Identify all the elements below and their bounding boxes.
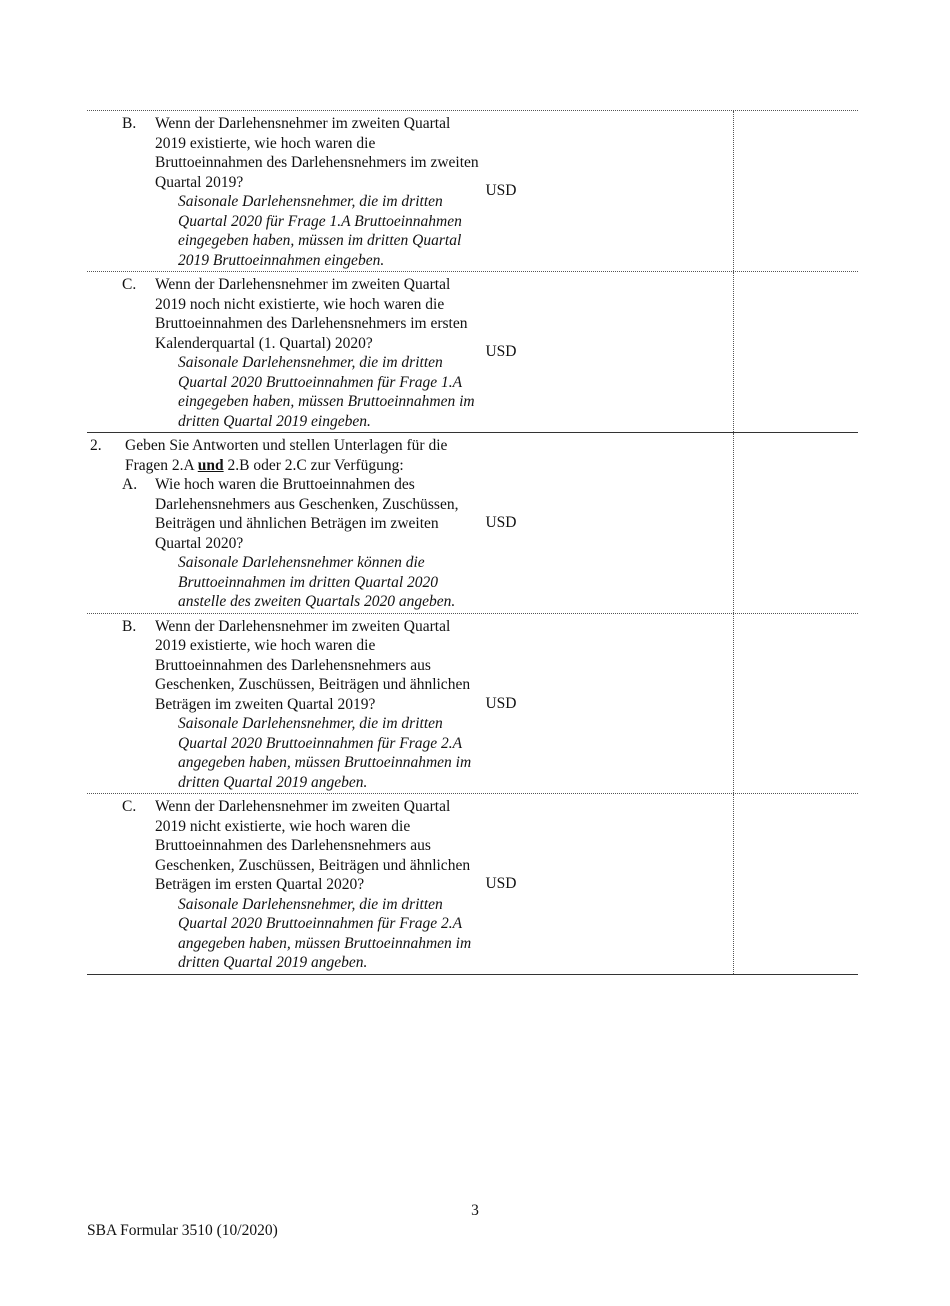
- form-footer: SBA Formular 3510 (10/2020): [87, 1222, 278, 1239]
- question-letter: C.: [122, 798, 137, 815]
- seasonal-note: Saisonale Darlehensnehmer, die im dritten Quartal 2020 Bruttoeinnahmen für Frage 2.A angegeben haben, müssen Bruttoeinnahmen im dritten Quartal 2019 angeben.: [178, 715, 472, 791]
- question-cell: [87, 111, 483, 271]
- table-row-q1c: [87, 271, 858, 432]
- question-cell: [87, 433, 483, 613]
- currency-label: USD: [485, 875, 517, 892]
- documentation-cell[interactable]: [733, 111, 858, 271]
- seasonal-note: Saisonale Darlehensnehmer, die im dritten Quartal 2020 Bruttoeinnahmen für Frage 2.A angegeben haben, müssen Bruttoeinnahmen im dritten Quartal 2019 angeben.: [178, 895, 472, 971]
- emphasis-und: und: [197, 456, 224, 474]
- amount-cell[interactable]: [483, 433, 733, 613]
- amount-cell[interactable]: [483, 614, 733, 794]
- question-text: Wenn der Darlehensnehmer im zweiten Quartal 2019 existierte, wie hoch waren die Bruttoeinnahmen des Darlehensnehmers im zweiten Quartal 2019?: [155, 115, 479, 191]
- question-letter: C.: [122, 276, 137, 293]
- question-intro: Geben Sie Antworten und stellen Unterlagen für die Fragen 2.A und 2.B oder 2.C zur Verfügung:: [125, 437, 448, 474]
- question-letter: A.: [122, 476, 138, 493]
- seasonal-note: Saisonale Darlehensnehmer, die im dritten Quartal 2020 für Frage 1.A Bruttoeinnahmen eingegeben haben, müssen im dritten Quartal 2019 Bruttoeinnahmen eingeben.: [178, 193, 462, 269]
- currency-label: USD: [485, 343, 517, 361]
- documentation-cell[interactable]: [733, 272, 858, 432]
- amount-cell[interactable]: [483, 794, 733, 974]
- question-letter: B.: [122, 617, 137, 635]
- amount-cell[interactable]: [483, 272, 733, 432]
- seasonal-note: Saisonale Darlehensnehmer können die Bruttoeinnahmen im dritten Quartal 2020 anstelle des zweiten Quartals 2020 angeben.: [178, 554, 456, 610]
- question-number: 2.: [90, 437, 102, 454]
- page-number: 3: [471, 1202, 479, 1219]
- currency-label: USD: [485, 514, 517, 531]
- table-row-q2a: [87, 432, 858, 613]
- question-text: Wenn der Darlehensnehmer im zweiten Quartal 2019 existierte, wie hoch waren die Bruttoeinnahmen des Darlehensnehmers aus Geschenken, Zuschüssen, Beiträgen und ähnlichen Beträgen im zweiten Quartal 2019?: [155, 617, 471, 713]
- amount-cell[interactable]: [483, 111, 733, 271]
- seasonal-note: Saisonale Darlehensnehmer, die im dritten Quartal 2020 Bruttoeinnahmen für Frage 1.A eingegeben haben, müssen Bruttoeinnahmen im dritten Quartal 2019 eingeben.: [178, 354, 475, 430]
- question-text: Wie hoch waren die Bruttoeinnahmen des Darlehensnehmers aus Geschenken, Zuschüssen, Beiträgen und ähnlichen Beträgen im zweiten Quartal 2020?: [155, 476, 459, 552]
- table-row-q1b: [87, 110, 858, 271]
- question-text: Wenn der Darlehensnehmer im zweiten Quartal 2019 nicht existierte, wie hoch waren die Bruttoeinnahmen des Darlehensnehmers aus Geschenken, Zuschüssen, Beiträgen und ähnlichen Beträgen im ersten Quartal 2020?: [155, 798, 471, 893]
- table-row-q2b: [87, 613, 858, 794]
- currency-label: USD: [485, 182, 517, 200]
- question-cell: [87, 794, 483, 974]
- currency-label: USD: [485, 694, 517, 712]
- documentation-cell[interactable]: [733, 433, 858, 613]
- table-row-q2c: [87, 793, 858, 975]
- documentation-cell[interactable]: [733, 794, 858, 974]
- form-table: [87, 110, 858, 975]
- question-cell: [87, 614, 483, 794]
- documentation-cell[interactable]: [733, 614, 858, 794]
- question-text: Wenn der Darlehensnehmer im zweiten Quartal 2019 noch nicht existierte, wie hoch waren die Bruttoeinnahmen des Darlehensnehmers im ersten Kalenderquartal (1. Quartal) 2020?: [155, 276, 468, 352]
- question-letter: B.: [122, 115, 137, 132]
- question-cell: [87, 272, 483, 432]
